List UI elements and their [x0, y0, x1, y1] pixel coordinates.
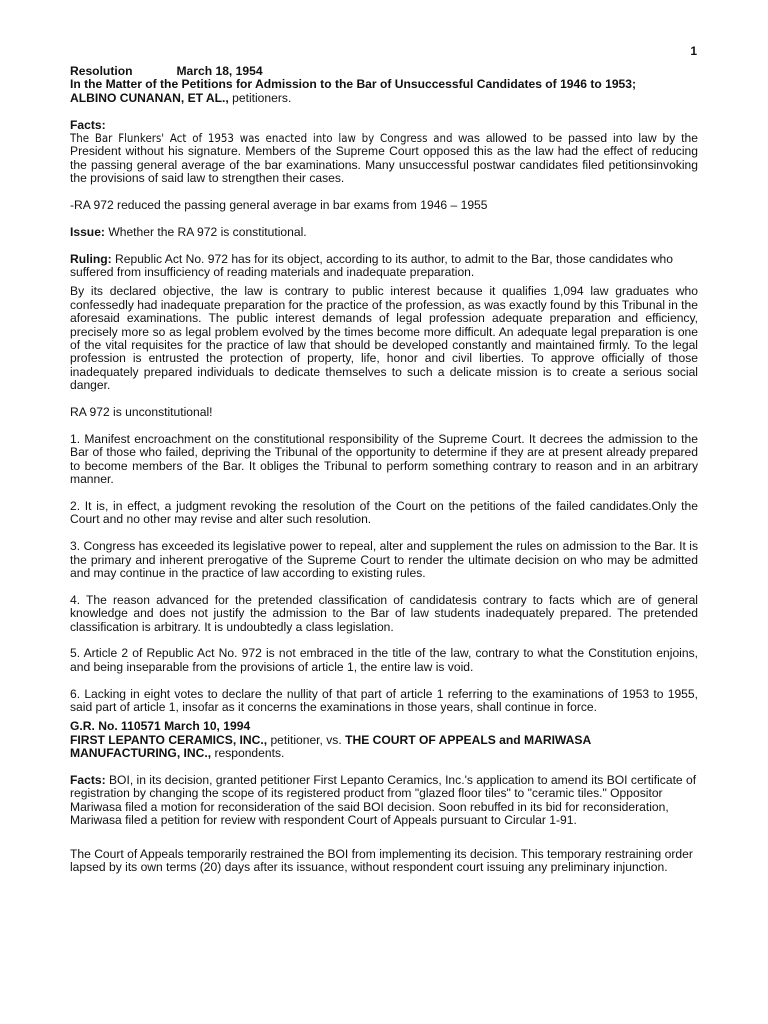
case1-facts: [70, 119, 698, 186]
case2-respondent: THE COURT OF APPEALS and MARIWASA MANUFACTURING, INC.,: [70, 732, 591, 761]
case2-petitioner: FIRST LEPANTO CERAMICS, INC.,: [70, 732, 268, 747]
case2-tro: The Court of Appeals temporarily restrained the BOI from implementing its decision. This temporary restraining order lapsed by its own terms (20) days after its issuance, without respondent court issuing any preliminary injunction.: [70, 846, 693, 874]
case1-label: Resolution: [70, 64, 133, 78]
case1-header: [70, 65, 698, 105]
case1-point: 1. Manifest encroachment on the constitutional responsibility of the Supreme Court. It decrees the admission to the Bar of those who failed, depriving the Tribunal of the opportunity to determine if they are at present already prepared to become members of the Bar. It obliges the Tribunal to perform something contrary to reason and in an arbitrary manner.: [70, 431, 698, 487]
case1-parties-role: petitioners.: [228, 90, 292, 105]
case1-ruling-text: Republic Act No. 972 has for its object, according to its author, to admit to the Bar, those candidates who suffered from insufficiency of reading materials and inadequate preparation.: [70, 251, 673, 280]
case2-petitioner-role: petitioner, vs.: [267, 732, 346, 747]
case1-declared-objective: By its declared objective, the law is contrary to public interest because it qualifies 1,094 law graduates who confessedly had inadequate preparation for the practice of the profession, as was exactly found by this Tribunal in the aforesaid examinations. The public interest demands of legal profession adequate preparation and efficiency, precisely more so as legal problem evolved by the times become more difficult. An adequate legal preparation is one of the vital requisites for the practice of law that should be developed constantly and maintained firmly. To the legal profession is entrusted the protection of property, life, honor and civil liberties. To approve officially of those inadequately prepared individuals to dedicate themselves to such a delicate mission is to create a serious social danger.: [70, 284, 698, 393]
case1-facts-heading: Facts:: [70, 117, 106, 132]
page-number: 1: [690, 44, 697, 58]
case1-note: -RA 972 reduced the passing general average in bar exams from 1946 – 1955: [70, 198, 488, 213]
case2-gr: G.R. No. 110571 March 10, 1994: [70, 719, 251, 734]
case1-unconstitutional: RA 972 is unconstitutional!: [70, 405, 213, 420]
case1-ruling-label: Ruling:: [70, 251, 112, 266]
case2-facts: [70, 774, 698, 828]
case1-point: 4. The reason advanced for the pretended classification of candidatesis contrary to facts which are of general knowledge and does not justify the admission to the Bar of law students inadequately prepared. The pretended classification is arbitrary. It is undoubtedly a class legislation.: [70, 592, 698, 634]
case1-point: 3. Congress has exceeded its legislative power to repeal, alter and supplement the rules on admission to the Bar. It is the primary and inherent prerogative of the Supreme Court to render the ultimate decision on who may be admitted and may continue in the practice of law according to existing rules.: [70, 539, 698, 580]
case1-issue-label: Issue:: [70, 224, 105, 239]
case2-respondent-role: respondents.: [211, 746, 285, 761]
case1-parties: ALBINO CUNANAN, ET AL.,: [70, 90, 229, 105]
case1-title: In the Matter of the Petitions for Admission to the Bar of Unsuccessful Candidates of 1946 to 1953;: [70, 77, 637, 92]
case1-point: 5. Article 2 of Republic Act No. 972 is not embraced in the title of the law, contrary to what the Constitution enjoins, and being inseparable from the provisions of article 1, the entire law is void.: [70, 646, 698, 674]
document-body: [70, 65, 698, 888]
case1-facts-lead: The Bar Flunkers' Act of 1953 was enacted into law by Congress and: [70, 131, 453, 146]
case2-header: [70, 720, 698, 760]
case1-ruling: [70, 253, 698, 280]
case1-issue: [70, 226, 698, 239]
case1-point: 2. It is, in effect, a judgment revoking the resolution of the Court on the petitions of the failed candidates.Only the Court and no other may revise and alter such resolution.: [70, 498, 698, 527]
case1-date: March 18, 1954: [176, 64, 263, 78]
case1-issue-text: Whether the RA 972 is constitutional.: [104, 224, 307, 239]
case1-point: 6. Lacking in eight votes to declare the nullity of that part of article 1 referring to the examinations of 1953 to 1955, said part of article 1, insofar as it concerns the examinations in those years, shall continue in force.: [70, 686, 698, 714]
case2-facts-text: BOI, in its decision, granted petitioner First Lepanto Ceramics, Inc.'s application to amend its BOI certificate of registration by changing the scope of its registered product from "glazed floor tiles" to "ceramic tiles." Oppositor Mariwasa filed a motion for reconsideration of the said BOI decision. Soon rebuffed in its bid for reconsideration, Mariwasa filed a petition for review with respondent Court of Appeals pursuant to Circular 1-91.: [70, 772, 697, 828]
case1-facts-body: was allowed to be passed into law by the President without his signature. Members of the Supreme Court opposed this as the law had the effect of reducing the passing general average of the bar examinations. Many unsuccessful postwar candidates filed petitionsinvoking the provisions of said law to strengthen their cases.: [70, 131, 698, 186]
case2-facts-label: Facts:: [70, 772, 106, 787]
